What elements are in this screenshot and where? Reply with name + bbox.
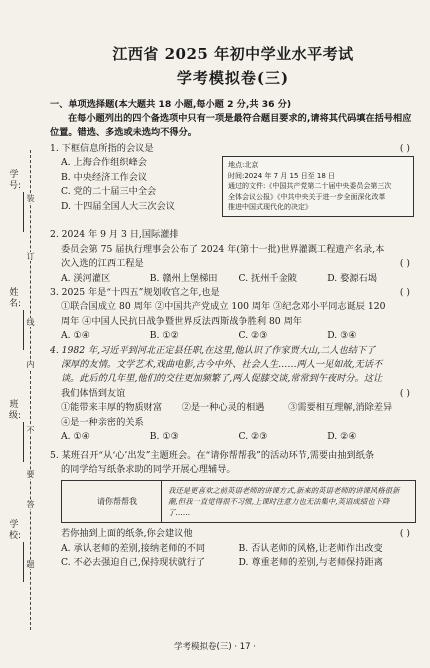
answer-paren[interactable]: ( ) [399,387,410,399]
option-c: C. ②③ [238,431,268,443]
option-d: D. 婺源石堨 [327,272,377,284]
option-b: B. ①③ [149,431,179,443]
gutter-mark: 装 [26,194,35,203]
gutter-mark: 题 [26,560,35,569]
question-5-ask: 若你抽到上面的纸条,你会建议他 ( ) [50,527,416,541]
cut-line [30,150,31,630]
option-c: C. 党的二十届三中全会 [61,186,157,198]
option-c: C. 不必去强迫自己,保持现状就行了 [61,557,206,569]
question-3-stem: 3. 2025 年是“十四五”规划收官之年,也是 ( ) [50,286,416,300]
question-4-line2: 深厚的友情。文学艺术,戏曲电影,古今中外、社会人生……两人一见如故,无话不 [61,359,383,371]
option-a: A. 渼河灌区 [61,272,111,284]
statement-2: ②是一种心灵的相遇 [181,402,265,414]
question-5-line2: 的同学给写纸条求助的同学开展心理辅导。 [61,463,236,475]
gutter-mark: 要 [26,470,35,479]
answer-paren[interactable]: ( ) [399,258,410,270]
help-note-text: 我还是更喜欢之前英语老师的讲课方式,新来的英语老师的讲课风格很新潮,但我一直觉得很不习惯,上课时注意力也无法集中,英语成绩也下降了…… [168,486,400,518]
answer-paren[interactable]: ( ) [399,528,410,540]
option-c: C. ②③ [238,330,268,342]
statement-3: ③需要相互理解,消除差异 [288,402,393,414]
exam-content [50,44,416,571]
question-5 [50,449,416,571]
gutter-mark: 订 [26,252,35,261]
option-b: B. 否认老师的风格,让老师作出改变 [238,542,383,554]
gutter-mark: 不 [26,426,35,435]
question-2-options [50,272,416,286]
option-d: D. ③④ [327,330,357,342]
gutter-mark: 答 [26,500,35,509]
section-instruction: 在每小题列出的四个备选项中只有一项是最符合题目要求的,请将其代码填在括号相应位置。错选、多选或未选均不得分。 [50,113,412,138]
student-number-label: 学号: [9,170,19,232]
question-5-line1: 5. 某班召开“从‘心’出发”主题班会。在“请你帮帮我”的活动环节,需要由抽到纸条 [50,449,375,461]
question-2-line1: 2. 2024 年 9 月 3 日,国际灌排 [50,229,179,241]
option-a: A. ①④ [61,431,90,443]
option-d: D. 尊重老师的差别,与老师保持距离 [238,557,383,569]
answer-paren[interactable]: ( ) [399,287,410,299]
option-a: A. 上海合作组织峰会 [61,157,147,169]
option-d: D. ②④ [327,431,357,443]
answer-paren[interactable]: ( ) [399,143,410,154]
option-a: A. 承认老师的差别,接纳老师的不同 [61,542,206,554]
info-line: 通过的文件:《中国共产党第二十届中央委员会第三次 [228,182,392,191]
statement-4: ④是一种亲密的关系 [61,416,144,428]
gutter-mark: 线 [26,318,35,327]
statement-1: ①能带来丰厚的物质财富 [61,402,163,414]
question-4-line3: 谈。此后的几年里,他们的交往更加频繁了,两人促膝交谈,常常到午夜时分。这让 [61,373,383,385]
binding-gutter [0,0,44,668]
exam-subtitle: 学考模拟卷(三) [176,69,290,87]
question-5-options-cd [50,556,416,570]
question-3-line2: ①联合国成立 80 周年 ②中国共产党成立 100 周年 ③纪念邓小平同志诞辰 120 [61,301,386,313]
question-4-choices [50,430,416,444]
question-3-line3: 周年 ④中国人民抗日战争暨世界反法西斯战争胜利 80 周年 [61,315,302,327]
info-line: 推进中国式现代化的决定》 [228,203,312,212]
school-label: 学校: [9,520,19,582]
question-2 [50,228,416,286]
question-5-options-ab [50,542,416,556]
option-b: B. ①② [149,330,179,342]
info-line: 时间:2024 年 7 月 15 日至 18 日 [228,171,336,180]
option-b: B. 赣州上堡梯田 [149,272,218,284]
section-heading: 一、单项选择题(本大题共 18 小题,每小题 2 分,共 36 分) [50,99,292,110]
gutter-mark: 内 [26,360,35,369]
page-footer: 学考模拟卷(三) · 17 · [174,642,256,652]
question-1 [50,142,416,228]
option-c: C. 抚州千金陂 [238,272,297,284]
question-2-line3: 次入选的江西工程是 ( ) [50,257,416,271]
name-label: 姓名: [9,288,19,350]
help-note-table [61,480,416,523]
question-4-line1: 4. 1982 年,习近平到河北正定县任职,在这里,他认识了作家贾大山,二人也结下了 [50,344,376,356]
help-note-label: 请你帮帮我 [73,481,162,522]
question-2-line2: 委员会第 75 届执行理事会公布了 2024 年(第十一批)世界灌溉工程遗产名录,本 [61,243,385,255]
option-b: B. 中央经济工作会议 [61,171,148,183]
question-4 [50,344,416,445]
option-d: D. 十四届全国人大三次会议 [61,200,175,212]
question-1-stem: 1. 下框信息所指的会议是 ( ) [50,142,416,156]
info-line: 地点:北京 [228,161,259,170]
question-4-statements [50,401,416,415]
class-label: 班级: [9,400,19,462]
question-4-line4: 我们体悟到友谊 ( ) [50,387,416,401]
exam-title: 江西省 2025 年初中学业水平考试 [112,45,354,63]
info-line: 全体会议公报》《中共中央关于进一步全面深化改革 [228,192,386,201]
question-3-options [50,329,416,343]
option-a: A. ①④ [61,330,90,342]
question-3 [50,286,416,344]
